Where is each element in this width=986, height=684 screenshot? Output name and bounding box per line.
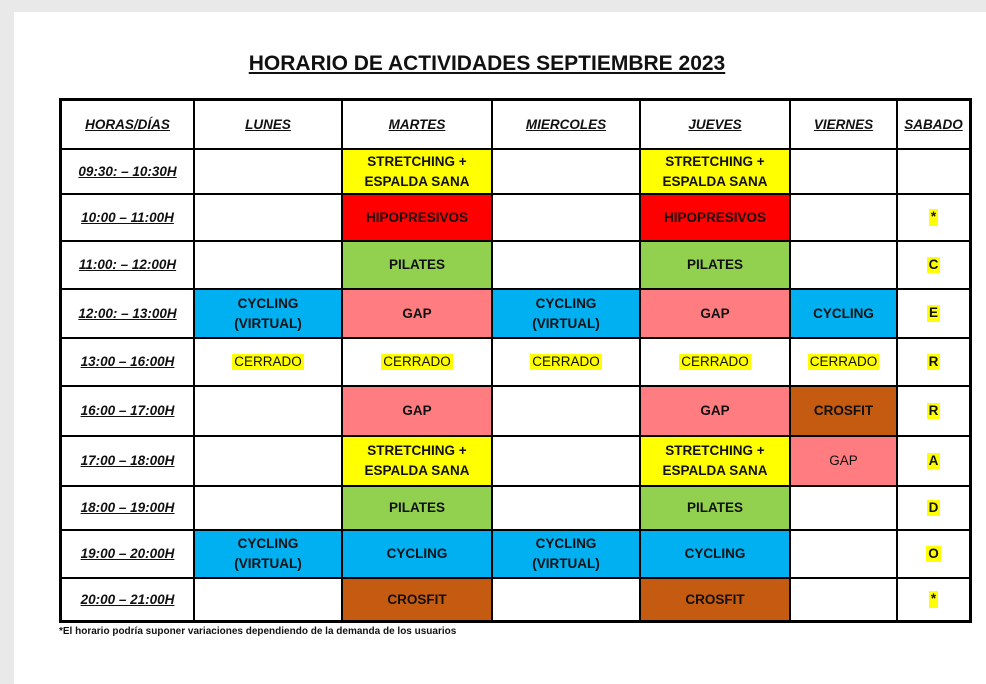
column-header [343,101,493,150]
activity-cell [493,195,641,242]
activity-cell [898,487,969,531]
activity-cell [898,242,969,290]
column-header [641,101,791,150]
activity-cell [195,339,343,387]
activity-label: CERRADO [383,353,451,369]
activity-cell [195,195,343,242]
activity-label: * [930,591,937,607]
document-page [14,12,986,684]
time-slot-cell [62,242,195,290]
activity-label: CROSFIT [813,403,874,419]
activity-label: CROSFIT [387,591,447,607]
activity-label: PILATES [686,257,743,273]
time-slot-cell [62,195,195,242]
activity-label: A [928,452,939,468]
activity-label: CYCLING (VIRTUAL) [532,295,600,331]
activity-label: PILATES [686,500,743,516]
activity-label: GAP [402,403,432,419]
activity-cell [493,487,641,531]
time-slot-label: 09:30: – 10:30H [78,163,177,179]
activity-cell [195,531,343,579]
activity-cell [641,579,791,620]
activity-label: CYCLING [684,546,746,562]
activity-cell [343,242,493,290]
activity-label: CYCLING (VIRTUAL) [234,295,302,331]
activity-label: GAP [829,453,858,469]
time-slot-label: 19:00 – 20:00H [80,546,175,562]
activity-cell [898,437,969,487]
activity-cell [343,290,493,339]
column-header [195,101,343,150]
activity-label: CERRADO [532,353,600,369]
activity-cell [791,290,898,339]
activity-label: CROSFIT [685,591,745,607]
activity-cell [791,150,898,195]
column-header-label: VIERNES [813,116,874,132]
time-slot-cell [62,579,195,620]
activity-cell [195,290,343,339]
activity-cell [343,195,493,242]
activity-label: GAP [700,305,730,321]
activity-cell [493,579,641,620]
activity-label: HIPOPRESIVOS [663,209,767,225]
activity-label: HIPOPRESIVOS [365,209,469,225]
time-slot-cell [62,387,195,437]
activity-cell [493,531,641,579]
column-header-label: HORAS/DÍAS [85,116,170,132]
activity-cell [641,242,791,290]
activity-cell [493,387,641,437]
time-slot-cell [62,339,195,387]
activity-cell [791,531,898,579]
activity-cell [641,195,791,242]
activity-cell [898,195,969,242]
column-header [898,101,969,150]
activity-label: E [928,305,938,321]
activity-cell [641,437,791,487]
activity-label: STRETCHING + ESPALDA SANA [364,443,470,478]
column-header-label: JUEVES [688,116,742,132]
activity-label: STRETCHING + ESPALDA SANA [662,443,768,478]
time-slot-cell [62,487,195,531]
time-slot-label: 12:00: – 13:00H [78,305,177,321]
column-header [791,101,898,150]
time-slot-label: 20:00 – 21:00H [80,591,175,607]
activity-cell [898,531,969,579]
time-slot-label: 17:00 – 18:00H [80,453,175,469]
activity-cell [641,150,791,195]
activity-label: D [928,499,939,515]
activity-cell [195,487,343,531]
activity-label: CYCLING [813,305,874,321]
activity-cell [493,150,641,195]
activity-cell [493,339,641,387]
activity-label: CERRADO [234,353,302,369]
activity-label: CERRADO [681,353,749,369]
activity-label: STRETCHING + ESPALDA SANA [662,153,768,189]
activity-cell [791,195,898,242]
activity-label: PILATES [388,257,445,273]
time-slot-label: 16:00 – 17:00H [80,403,175,419]
time-slot-label: 13:00 – 16:00H [80,354,175,370]
activity-label: STRETCHING + ESPALDA SANA [364,153,470,189]
activity-cell [641,339,791,387]
activity-label: PILATES [388,500,445,516]
time-slot-label: 10:00 – 11:00H [81,209,174,225]
activity-cell [195,579,343,620]
activity-cell [641,387,791,437]
activity-label: CYCLING (VIRTUAL) [532,536,600,571]
column-header-label: LUNES [245,116,291,132]
activity-cell [343,579,493,620]
activity-cell [898,339,969,387]
time-slot-cell [62,290,195,339]
time-slot-label: 18:00 – 19:00H [80,500,175,516]
activity-cell [493,242,641,290]
activity-cell [898,150,969,195]
activity-label: CYCLING (VIRTUAL) [234,536,302,571]
activity-cell [641,531,791,579]
activity-cell [195,150,343,195]
activity-cell [898,387,969,437]
activity-cell [343,487,493,531]
activity-cell [898,579,969,620]
activity-cell [343,531,493,579]
activity-cell [195,387,343,437]
time-slot-label: 11:00: – 12:00H [78,257,177,273]
activity-cell [791,579,898,620]
activity-label: R [928,353,939,369]
page-title: HORARIO DE ACTIVIDADES SEPTIEMBRE 2023 [248,52,726,75]
column-header [493,101,641,150]
footnote: *El horario podría suponer variaciones dependiendo de la demanda de los usuarios [59,626,457,637]
activity-cell [343,387,493,437]
activity-cell [343,150,493,195]
activity-label: GAP [700,403,730,419]
activity-cell [343,437,493,487]
activity-cell [493,437,641,487]
activity-label: CYCLING [386,546,448,562]
activity-cell [195,437,343,487]
activity-cell [493,290,641,339]
activity-cell [791,242,898,290]
activity-label: R [928,402,939,418]
time-slot-cell [62,531,195,579]
schedule-table [59,98,972,623]
column-header-label: MIERCOLES [525,116,607,132]
activity-cell [791,387,898,437]
activity-label: O [928,545,939,561]
activity-label: GAP [402,305,432,321]
activity-cell [791,339,898,387]
activity-label: C [928,256,939,272]
activity-cell [791,437,898,487]
activity-cell [641,487,791,531]
activity-cell [641,290,791,339]
column-header [62,101,195,150]
time-slot-cell [62,150,195,195]
column-header-label: MARTES [388,116,446,132]
time-slot-cell [62,437,195,487]
activity-label: * [930,209,937,225]
activity-cell [898,290,969,339]
activity-cell [343,339,493,387]
activity-cell [195,242,343,290]
activity-cell [791,487,898,531]
column-header-label: SABADO [904,116,963,132]
activity-label: CERRADO [809,353,878,369]
